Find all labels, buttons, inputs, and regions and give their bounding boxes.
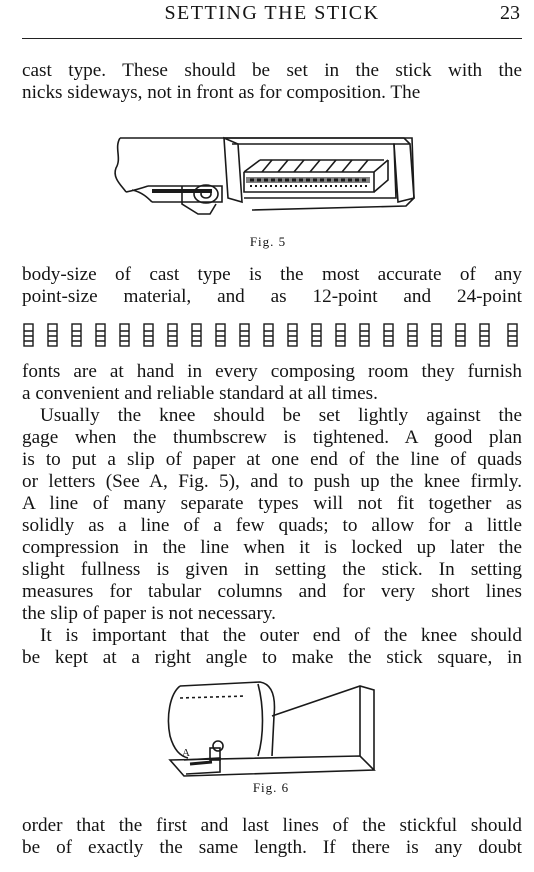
text-line: gage when the thumbscrew is tightened. A good plan xyxy=(22,427,522,448)
stick-with-paper-slip-illustration xyxy=(160,676,382,780)
figure-6-label-a: A xyxy=(182,747,190,759)
cast-type-row-illustration xyxy=(22,322,522,350)
text-line: fonts are at hand in every composing room they furnish xyxy=(22,361,522,382)
text-line: cast type. These should be set in the stick with the xyxy=(22,60,522,81)
page-number: 23 xyxy=(500,2,520,24)
text-line: a convenient and reliable standard at all times. xyxy=(22,383,378,404)
text-line: solidly as a line of a few quads; to allow for a little xyxy=(22,515,522,536)
composing-stick-illustration xyxy=(112,132,424,232)
text-line: the slip of paper is not necessary. xyxy=(22,603,276,624)
paragraph-3 xyxy=(22,361,522,405)
running-title: SETTING THE STICK xyxy=(164,2,380,24)
type-ornament-row xyxy=(22,322,522,350)
text-line: Usually the knee should be set lightly against the xyxy=(40,405,522,426)
figure-5 xyxy=(112,132,424,254)
text-line: slight fullness is given in setting the stick. In setting xyxy=(22,559,522,580)
text-line: is to put a slip of paper at one end of the line of quads xyxy=(22,449,522,470)
header-rule xyxy=(22,38,522,39)
paragraph-6 xyxy=(22,815,522,859)
paragraph-4 xyxy=(22,405,522,625)
text-line: or letters (See A, Fig. 5), and to push up the knee firmly. xyxy=(22,471,522,492)
text-line: It is important that the outer end of the knee should xyxy=(40,625,522,646)
figure-6 xyxy=(160,676,382,798)
text-line: A line of many separate types will not fit together as xyxy=(22,493,522,514)
text-line: order that the first and last lines of the stickful should xyxy=(22,815,522,836)
text-line: body-size of cast type is the most accurate of any xyxy=(22,264,522,285)
text-line: be of exactly the same length. If there is any doubt xyxy=(22,837,522,858)
paragraph-1 xyxy=(22,60,522,104)
text-line: point-size material, and as 12-point and 24-point xyxy=(22,286,522,307)
text-line: compression in the line when it is locked up later the xyxy=(22,537,522,558)
running-head xyxy=(22,2,522,28)
text-line: be kept at a right angle to make the stick square, in xyxy=(22,647,522,668)
paragraph-5 xyxy=(22,625,522,669)
figure-6-caption: Fig. 6 xyxy=(252,780,290,795)
text-line: nicks sideways, not in front as for composition. The xyxy=(22,82,421,103)
paragraph-2 xyxy=(22,264,522,308)
text-line: measures for tabular columns and for very short lines xyxy=(22,581,522,602)
figure-5-caption: Fig. 5 xyxy=(249,234,287,249)
